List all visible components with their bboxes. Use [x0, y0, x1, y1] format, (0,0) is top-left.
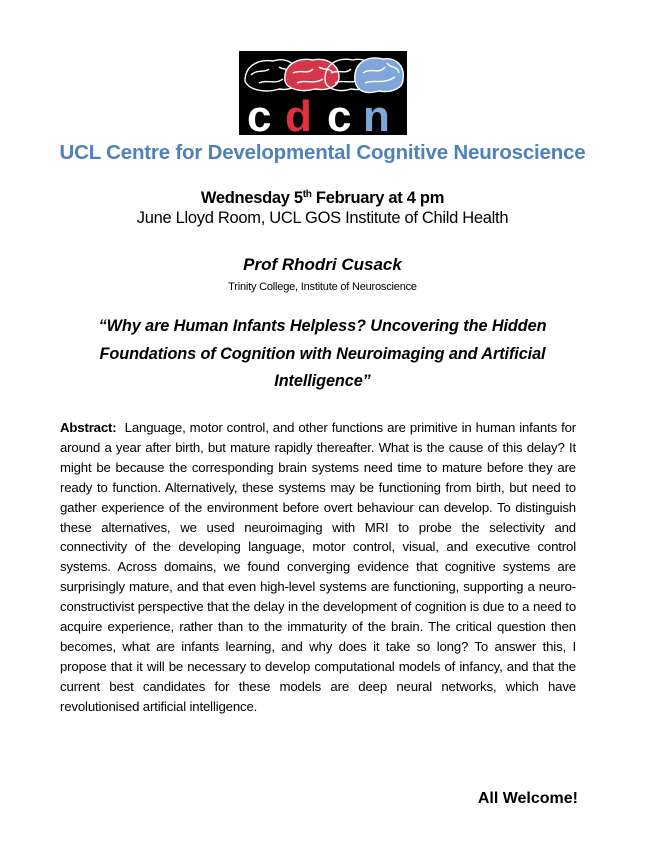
logo-letter-c1: c: [247, 92, 272, 135]
event-venue: June Lloyd Room, UCL GOS Institute of Child Health: [136, 209, 509, 227]
date-prefix: Wednesday 5: [200, 189, 303, 207]
abstract-paragraph: [60, 418, 576, 717]
date-ordinal: th: [302, 189, 312, 200]
event-date: [0, 184, 645, 209]
all-welcome-note: All Welcome!: [477, 790, 578, 807]
brain-icon: [239, 51, 407, 135]
talk-title: “Why are Human Infants Helpless? Uncovering the Hidden Foundations of Cognition with Neuroimaging and Artificial Intelligence”: [98, 317, 547, 390]
logo-letter-c2: c: [327, 92, 352, 135]
logo-letter-d: d: [285, 92, 312, 135]
date-rest: February at 4 pm: [311, 189, 445, 207]
abstract-label: Abstract:: [60, 420, 117, 435]
speaker-affiliation: Trinity College, Institute of Neuroscience: [228, 281, 417, 293]
speaker-name: Prof Rhodri Cusack: [243, 255, 402, 274]
cdcn-logo: [239, 51, 407, 135]
abstract-text: Language, motor control, and other functions are primitive in human infants for around a year after birth, but mature rapidly thereafter. What is the cause of this delay? It might be because the corresponding brain systems need time to mature before they are ready to function. Alternatively, these systems may be functioning from birth, but need to gather experience of the environment before overt behaviour can develop. To distinguish these alternatives, we used neuroimaging with MRI to probe the selectivity and connectivity of the developing language, motor control, visual, and executive control systems. Across domains, we found converging evidence that cognitive systems are surprisingly mature, and that even high-level systems are functioning, supporting a neuro-constructivist perspective that the delay in the development of cognition is due to a need to acquire experience, rather than to the immaturity of the brain. The critical question then becomes, what are infants learning, and why does it take so long? To answer this, I propose that it will be necessary to develop computational models of infancy, and that the current best candidates for these models are deep neural networks, which have revolutionised artificial intelligence.: [60, 420, 577, 714]
logo-letter-n: n: [363, 92, 390, 135]
organisation-title: UCL Centre for Developmental Cognitive Neuroscience: [59, 141, 586, 164]
